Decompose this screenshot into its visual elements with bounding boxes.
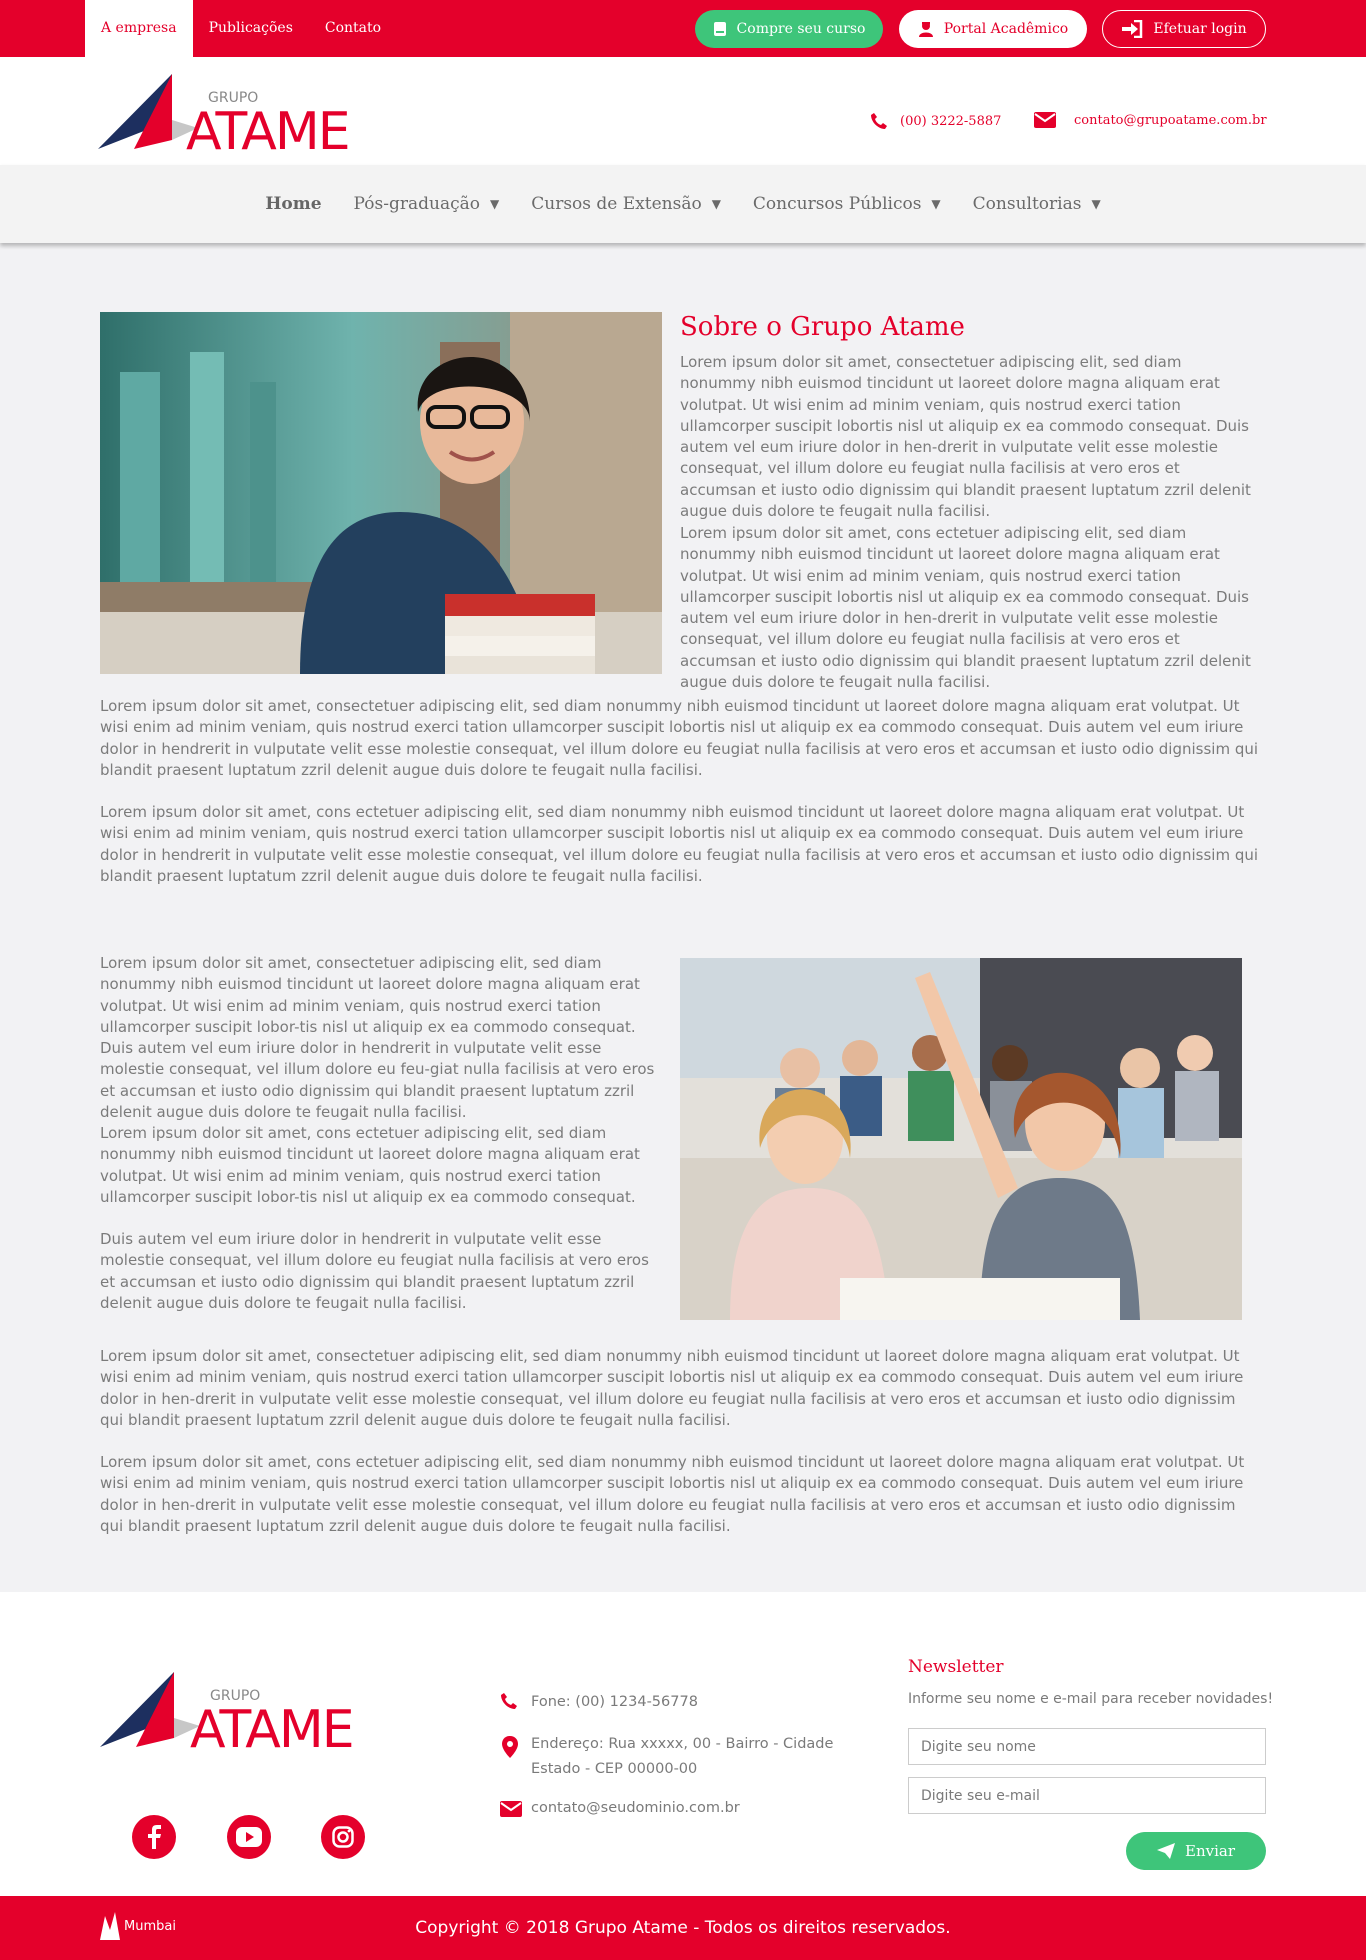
footer-logo[interactable] bbox=[100, 1672, 398, 1750]
send-icon bbox=[1157, 1843, 1175, 1859]
buy-course-button[interactable] bbox=[695, 10, 883, 48]
svg-text:GRUPO: GRUPO bbox=[210, 1688, 261, 1704]
paragraph-2: Lorem ipsum dolor sit amet, cons ectetuer adipiscing elit, sed diam nonummy nibh euismod tincidunt ut laoreet dolore magna aliquam erat volutpat. Ut wisi enim ad minim veniam, quis nostrud exerci tation ullamcorper suscipit lobortis nisl ut aliquip ex ea commodo consequat. Duis autem vel eum iriure dolor in hen-drerit in vulputate velit esse molestie consequat, vel illum dolore eu feugiat nulla facilisis at vero eros et accumsan et iusto odio dignissim qui blandit praesent luptatum zzril delenit augue duis dolore te feugait nulla facilisi. bbox=[680, 524, 1251, 692]
newsletter-send-button[interactable] bbox=[1126, 1832, 1266, 1870]
nav-pos-label: Pós-graduação bbox=[353, 194, 480, 214]
mail-icon bbox=[1034, 112, 1056, 128]
footer-email[interactable]: contato@seudominio.com.br bbox=[531, 1800, 740, 1816]
developer-brand: Mumbai bbox=[124, 1918, 176, 1934]
phone-icon bbox=[870, 112, 888, 130]
nav-pos-graduacao[interactable] bbox=[338, 194, 516, 214]
nav-cursos-extensao[interactable] bbox=[515, 194, 737, 214]
header-email[interactable] bbox=[1034, 112, 1267, 128]
paragraph-1: Lorem ipsum dolor sit amet, consectetuer adipiscing elit, sed diam nonummy nibh euismod tincidunt ut laoreet dolore magna aliquam erat volutpat. Ut wisi enim ad minim veniam, quis nostrud exerci tation ullamcorper suscipit lobortis nisl ut aliquip ex ea commodo consequat. Duis autem vel eum iriure dolor in hen-drerit in vulputate velit esse molestie consequat, vel illum dolore eu feugiat nulla facilisis at vero eros et accumsan et iusto odio dignissim qui blandit praesent luptatum zzril delenit augue duis dolore te feugait nulla facilisi. bbox=[680, 353, 1251, 521]
portal-academico-button[interactable] bbox=[899, 10, 1087, 48]
logo[interactable] bbox=[98, 74, 393, 152]
toplink-empresa[interactable]: A empresa bbox=[85, 0, 193, 57]
nav-home[interactable] bbox=[249, 194, 337, 214]
login-label: Efetuar login bbox=[1153, 21, 1247, 37]
nav-cursos-label: Cursos de Extensão bbox=[531, 194, 702, 214]
paragraph-6: Lorem ipsum dolor sit amet, cons ectetuer adipiscing elit, sed diam nonummy nibh euismod tincidunt ut laoreet dolore magna aliquam erat volutpat. Ut wisi enim ad minim veniam, quis nostrud exerci tation ullamcorper suscipit lobor-tis nisl ut aliquip ex ea commodo consequat. bbox=[100, 1124, 640, 1206]
paragraph-9: Lorem ipsum dolor sit amet, cons ectetuer adipiscing elit, sed diam nonummy nibh euismod tincidunt ut laoreet dolore magna aliquam erat volutpat. Ut wisi enim ad minim veniam, quis nostrud exerci tation ullamcorper suscipit lobortis nisl ut aliquip ex ea commodo consequat. Duis autem vel eum iriure dolor in hen-drerit in vulputate velit esse molestie consequat, vel illum dolore eu feugiat nulla facilisis at vero eros et accumsan et iusto odio dignissim qui blandit praesent luptatum zzril delenit augue duis dolore te feugait nulla facilisi. bbox=[100, 1453, 1245, 1535]
svg-text:GRUPO: GRUPO bbox=[208, 90, 259, 106]
footer-address-line1: Endereço: Rua xxxxx, 00 - Bairro - Cidade bbox=[531, 1736, 834, 1752]
header-phone[interactable] bbox=[870, 112, 1001, 130]
facebook-icon bbox=[147, 1825, 161, 1849]
classroom-photo bbox=[680, 958, 1242, 1320]
graduate-icon bbox=[918, 21, 934, 37]
header-phone-text: (00) 3222-5887 bbox=[900, 113, 1002, 129]
toplink-publicacoes[interactable]: Publicações bbox=[208, 20, 293, 36]
nav-home-label: Home bbox=[265, 194, 322, 214]
newsletter-email-input[interactable] bbox=[908, 1777, 1266, 1814]
portal-label: Portal Acadêmico bbox=[943, 21, 1069, 37]
toplink-contato[interactable]: Contato bbox=[324, 20, 382, 36]
nav-consultorias[interactable] bbox=[957, 194, 1117, 214]
newsletter-subtitle: Informe seu nome e e-mail para receber novidades! bbox=[908, 1691, 1274, 1707]
phone-icon bbox=[500, 1692, 518, 1710]
youtube-link[interactable] bbox=[227, 1815, 271, 1859]
facebook-link[interactable] bbox=[132, 1815, 176, 1859]
caret-down-icon: ▼ bbox=[490, 197, 500, 211]
copyright-text: Copyright © 2018 Grupo Atame - Todos os direitos reservados. bbox=[415, 1918, 951, 1938]
buy-course-label: Compre seu curso bbox=[736, 21, 866, 37]
paragraph-4: Lorem ipsum dolor sit amet, cons ectetuer adipiscing elit, sed diam nonummy nibh euismod tincidunt ut laoreet dolore magna aliquam erat volutpat. Ut wisi enim ad minim veniam, quis nostrud exerci tation ullamcorper suscipit lobortis nisl ut aliquip ex ea commodo consequat. Duis autem vel eum iriure dolor in hendrerit in vulputate velit esse molestie consequat, vel illum dolore eu feugiat nulla facilisis at vero eros et accumsan et iusto odio dignissim qui blandit praesent luptatum zzril delenit augue duis dolore te feugait nulla facilisi. bbox=[100, 803, 1259, 885]
nav-consultorias-label: Consultorias bbox=[972, 194, 1082, 214]
instagram-icon bbox=[332, 1826, 354, 1848]
pin-icon bbox=[502, 1736, 518, 1758]
paragraph-7: Duis autem vel eum iriure dolor in hendrerit in vulputate velit esse molestie consequat, vel illum dolore eu feugiat nulla facilisis at vero eros et accumsan et iusto odio dignissim qui blandit praesent luptatum zzril delenit augue duis dolore te feugait nulla facilisi. bbox=[100, 1230, 649, 1312]
book-icon bbox=[713, 21, 727, 37]
svg-text:ATAME: ATAME bbox=[190, 1700, 353, 1750]
caret-down-icon: ▼ bbox=[1091, 197, 1101, 211]
nav-concursos-label: Concursos Públicos bbox=[752, 194, 922, 214]
paragraph-5: Lorem ipsum dolor sit amet, consectetuer adipiscing elit, sed diam nonummy nibh euismod tincidunt ut laoreet dolore magna aliquam erat volutpat. Ut wisi enim ad minim veniam, quis nostrud exerci tation ullamcorper suscipit lobor-tis nisl ut aliquip ex ea commodo consequat. Duis autem vel eum iriure dolor in hendrerit in vulputate velit esse molestie consequat, vel illum dolore eu feu-giat nulla facilisis at vero eros et accumsan et iusto odio dignissim qui blandit praesent luptatum zzril delenit augue duis dolore te feugait nulla facilisi. bbox=[100, 954, 655, 1122]
nav-concursos[interactable] bbox=[737, 194, 957, 214]
main-nav bbox=[0, 165, 1366, 243]
login-icon bbox=[1121, 20, 1143, 38]
student-photo bbox=[100, 312, 662, 674]
header-email-text: contato@grupoatame.com.br bbox=[1074, 112, 1267, 128]
svg-text:ATAME: ATAME bbox=[186, 102, 349, 152]
paragraph-8: Lorem ipsum dolor sit amet, consectetuer adipiscing elit, sed diam nonummy nibh euismod tincidunt ut laoreet dolore magna aliquam erat volutpat. Ut wisi enim ad minim veniam, quis nostrud exerci tation ullamcorper suscipit lobortis nisl ut aliquip ex ea commodo consequat. Duis autem vel eum iriure dolor in hen-drerit in vulputate velit esse molestie consequat, vel illum dolore eu feugiat nulla facilisis at vero eros et accumsan et iusto odio dignissim qui blandit praesent luptatum zzril delenit augue duis dolore te feugait nulla facilisi. bbox=[100, 1347, 1244, 1429]
top-links bbox=[85, 0, 397, 57]
send-label: Enviar bbox=[1185, 1842, 1235, 1860]
instagram-link[interactable] bbox=[321, 1815, 365, 1859]
login-button[interactable] bbox=[1102, 10, 1266, 48]
newsletter-name-input[interactable] bbox=[908, 1728, 1266, 1765]
footer-address-line2: Estado - CEP 00000-00 bbox=[531, 1761, 698, 1777]
youtube-icon bbox=[236, 1827, 262, 1847]
mail-icon bbox=[500, 1801, 522, 1817]
paragraph-3: Lorem ipsum dolor sit amet, consectetuer adipiscing elit, sed diam nonummy nibh euismod tincidunt ut laoreet dolore magna aliquam erat volutpat. Ut wisi enim ad minim veniam, quis nostrud exerci tation ullamcorper suscipit lobortis nisl ut aliquip ex ea commodo consequat. Duis autem vel eum iriure dolor in hendrerit in vulputate velit esse molestie consequat, vel illum dolore eu feugiat nulla facilisis at vero eros et accumsan et iusto odio dignissim qui blandit praesent luptatum zzril delenit augue duis dolore te feugait nulla facilisi. bbox=[100, 697, 1259, 779]
page-title: Sobre o Grupo Atame bbox=[680, 312, 965, 342]
newsletter-title: Newsletter bbox=[908, 1657, 1004, 1677]
footer-phone: Fone: (00) 1234-56778 bbox=[531, 1694, 698, 1710]
caret-down-icon: ▼ bbox=[931, 197, 941, 211]
caret-down-icon: ▼ bbox=[711, 197, 721, 211]
